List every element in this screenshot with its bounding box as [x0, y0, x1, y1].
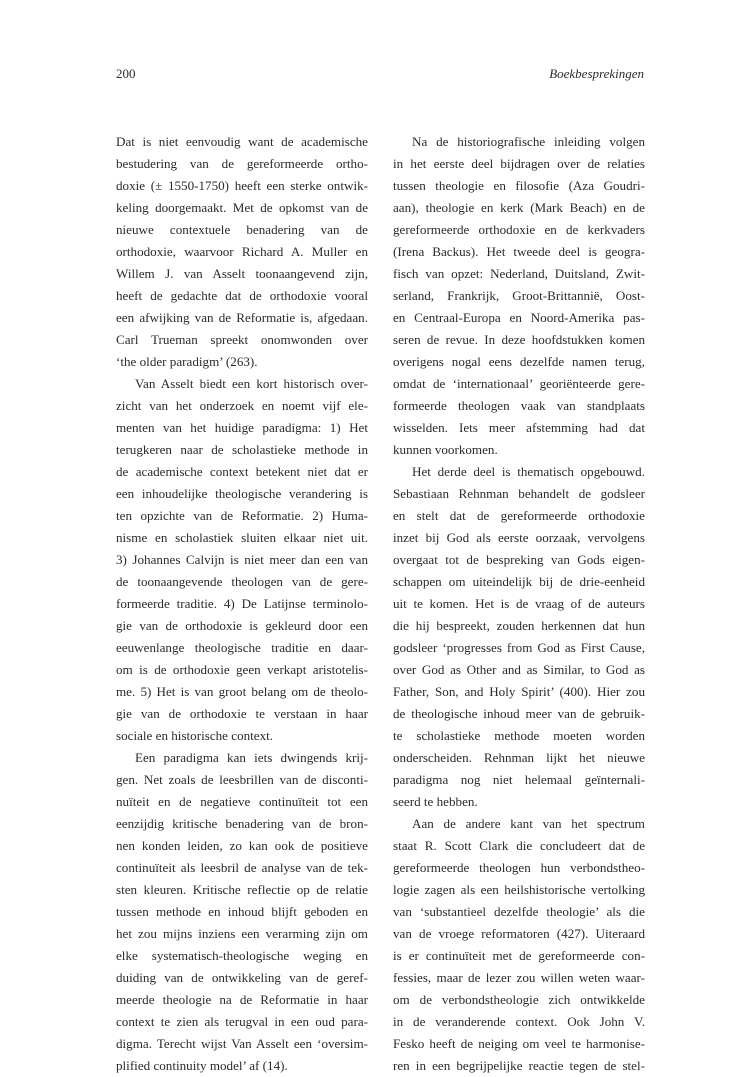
text-line: formeerde theologen vaak van standplaats: [393, 398, 645, 413]
page-header: [116, 66, 644, 84]
text-line: ren in een begrijpelijke reactie tegen de stel-: [393, 1058, 645, 1073]
text-line: eeuwenlange theologische traditie en daar-: [116, 640, 368, 655]
text-line: sten kleuren. Kritische reflectie op de relatie: [116, 882, 368, 897]
text-line: aan), theologie en kerk (Mark Beach) en de: [393, 200, 645, 215]
left-text-column: [116, 131, 368, 1077]
text-line: om de verbondstheologie zich ontwikkelde: [393, 992, 645, 1007]
text-line: overgaat tot de bespreking van Gods eigen-: [393, 552, 645, 567]
text-line: omdat de ‘internationaal’ georiënteerde gere-: [393, 376, 645, 391]
text-line: tussen methode en inhoud blijft geboden en: [116, 904, 368, 919]
text-line: formeerde traditie. 4) De Latijnse terminolo-: [116, 596, 368, 611]
text-line: het zou mijns inziens een verarming zijn om: [116, 926, 368, 941]
text-line: duiding van de ontwikkeling van de geref-: [116, 970, 368, 985]
text-line: nisme en scholastiek sluiten elkaar niet uit.: [116, 530, 368, 545]
text-line: continuïteit als leesbril de analyse van de tek-: [116, 860, 368, 875]
text-line: gereformeerde orthodoxie en de kerkvaders: [393, 222, 645, 237]
text-line: meerde theologie na de Reformatie in haar: [116, 992, 368, 1007]
text-line: en stelt dat de gereformeerde orthodoxie: [393, 508, 645, 523]
text-line: keling doorgemaakt. Met de opkomst van de: [116, 200, 368, 215]
text-line: van de vroege reformatoren (427). Uiteraard: [393, 926, 645, 941]
text-line: sociale en historische context.: [116, 728, 274, 743]
text-line: in de veranderende context. Ook John V.: [393, 1014, 645, 1029]
right-text-column: [393, 131, 645, 1077]
text-line: Het derde deel is thematisch opgebouwd.: [412, 464, 645, 479]
text-line: de theologische inhoud meer van de gebruik-: [393, 706, 645, 721]
text-line: Van Asselt biedt een kort historisch over-: [135, 376, 368, 391]
text-line: Willem J. van Asselt toonaangevend zijn,: [116, 266, 368, 281]
text-line: tussen theologie en filosofie (Aza Goudri-: [393, 178, 645, 193]
text-line: van ‘substantieel dezelfde theologie’ als die: [393, 904, 645, 919]
text-line: me. 5) Het is van groot belang om de theolo-: [116, 684, 368, 699]
text-line: nieuwe contextuele benadering van de: [116, 222, 368, 237]
text-line: paradigma nog niet helemaal geïnternali-: [393, 772, 645, 787]
text-line: ten opzichte van de Reformatie. 2) Huma-: [116, 508, 368, 523]
text-line: ‘the older paradigm’ (263).: [116, 354, 258, 369]
text-line: in het eerste deel bijdragen over de relaties: [393, 156, 645, 171]
text-line: over God as Other and as Similar, to God as: [393, 662, 645, 677]
text-line: te scholastieke methode moeten worden: [393, 728, 645, 743]
text-line: fessies, maar de lezer zou willen weten waar-: [393, 970, 645, 985]
text-line: uit te komen. Het is de vraag of de auteurs: [393, 596, 645, 611]
text-line: Aan de andere kant van het spectrum: [412, 816, 645, 831]
page-number: 200: [116, 66, 136, 81]
text-line: heeft de gedachte dat de orthodoxie vooral: [116, 288, 368, 303]
text-line: nen konden leiden, zo kan ook de positieve: [116, 838, 368, 853]
text-line: seerd te hebben.: [393, 794, 478, 809]
text-line: godsleer ‘progresses from God as First Cause,: [393, 640, 645, 655]
text-line: kunnen voorkomen.: [393, 442, 498, 457]
text-line: nuïteit en de negatieve continuïteit tot een: [116, 794, 368, 809]
text-line: eenzijdig kritische benadering van de bron-: [116, 816, 368, 831]
text-line: 3) Johannes Calvijn is niet meer dan een van: [116, 552, 368, 567]
text-line: inzet bij God als eerste oorzaak, vervolgens: [393, 530, 645, 545]
text-line: digma. Terecht wijst Van Asselt een ‘oversim-: [116, 1036, 368, 1051]
text-line: seren de revue. In deze hoofdstukken komen: [393, 332, 645, 347]
text-line: orthodoxie, waarvoor Richard A. Muller en: [116, 244, 368, 259]
text-line: logie zagen als een heilshistorische vertolking: [393, 882, 645, 897]
text-line: Na de historiografische inleiding volgen: [412, 134, 645, 149]
text-line: context te zien als terugval in een oud para-: [116, 1014, 368, 1029]
text-line: de academische context betekent niet dat er: [116, 464, 368, 479]
text-line: serland, Frankrijk, Groot-Brittannië, Oost-: [393, 288, 645, 303]
text-line: overigens nogal eens dezelfde namen terug,: [393, 354, 645, 369]
text-line: gie van de orthodoxie is gekleurd door een: [116, 618, 368, 633]
text-line: onderscheiden. Rehnman lijkt het nieuwe: [393, 750, 645, 765]
text-line: Fesko heeft de neiging om veel te harmonise-: [393, 1036, 645, 1051]
text-line: die hij bespreekt, zouden herkennen dat hun: [393, 618, 645, 633]
text-line: plified continuity model’ af (14).: [116, 1058, 288, 1073]
text-line: menten van het huidige paradigma: 1) Het: [116, 420, 368, 435]
text-line: (Irena Backus). Het tweede deel is geogra-: [393, 244, 645, 259]
text-line: een afwijking van de Reformatie is, afgedaan.: [116, 310, 368, 325]
text-line: Dat is niet eenvoudig want de academische: [116, 134, 368, 149]
text-line: Father, Son, and Holy Spirit’ (400). Hier zou: [393, 684, 645, 699]
text-line: gereformeerde theologen hun verbondstheo-: [393, 860, 645, 875]
text-line: om is de orthodoxie geen verkapt aristotelis-: [116, 662, 368, 677]
text-line: gie van de orthodoxie te verstaan in haar: [116, 706, 368, 721]
text-line: doxie (± 1550-1750) heeft een sterke ontwik-: [116, 178, 368, 193]
text-line: de toonaangevende theologen van de gere-: [116, 574, 368, 589]
text-line: bestudering van de gereformeerde ortho-: [116, 156, 368, 171]
text-line: terugkeren naar de scholastieke methode in: [116, 442, 368, 457]
text-line: elke systematisch-theologische weging en: [116, 948, 368, 963]
text-line: gen. Net zoals de leesbrillen van de disconti-: [116, 772, 368, 787]
text-line: wisselden. Iets meer afstemming had dat: [393, 420, 645, 435]
text-line: en Centraal-Europa en Noord-Amerika pas-: [393, 310, 645, 325]
text-line: schappen om uiteindelijk bij de drie-eenheid: [393, 574, 645, 589]
text-line: fisch van opzet: Nederland, Duitsland, Zwit-: [393, 266, 645, 281]
running-title: Boekbesprekingen: [549, 66, 644, 81]
text-line: is er continuïteit met de gereformeerde con-: [393, 948, 645, 963]
text-line: Sebastiaan Rehnman behandelt de godsleer: [393, 486, 645, 501]
text-line: een inhoudelijke theologische verandering is: [116, 486, 368, 501]
text-line: staat R. Scott Clark die concludeert dat de: [393, 838, 645, 853]
text-line: Carl Trueman spreekt onomwonden over: [116, 332, 368, 347]
text-line: zicht van het onderzoek en noemt vijf ele-: [116, 398, 368, 413]
text-line: Een paradigma kan iets dwingends krij-: [135, 750, 368, 765]
